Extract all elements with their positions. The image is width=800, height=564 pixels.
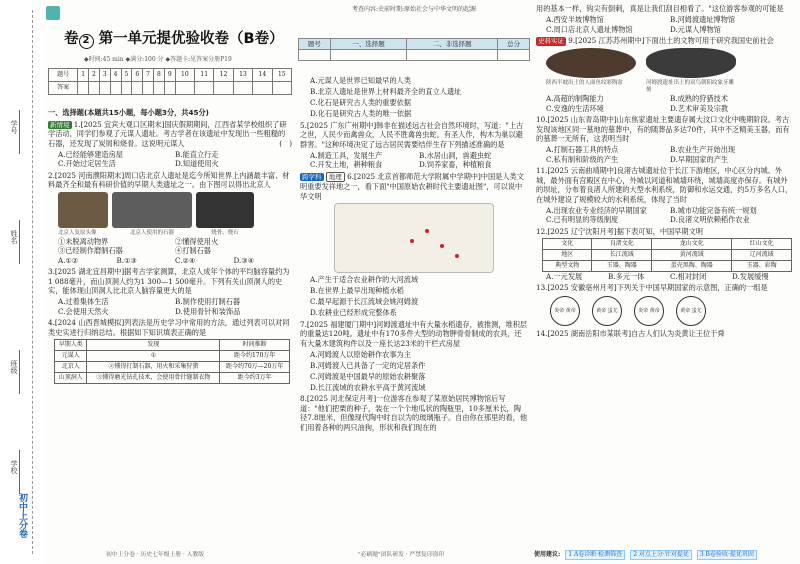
new-context-tag: 新情境 [50, 120, 70, 129]
option[interactable]: A.西安半坡博物馆 [546, 15, 604, 24]
question-5: 5.[2025 广东广州期中]韩非在描述远古社会自然环境时，写道："上古之世，人民少而禽兽众，人民不胜禽兽虫蛇。有圣人作，构木为巢以避群害。"这种环境决定了远古居民需要结伴生存下列描述准确的是 A.制造工具，发展生产 B.水居山洞，兽避虫蛇 C.开发土地，耕种粮食 D.饲养家畜，种植粮食 [300, 121, 528, 170]
question-2: 2.[2025 河南濮阳期末]周口店北京人遗址是迄今所知世界上内涵最丰富、材料最齐全和最有科研价值的早期人类遗址之一。由下图可以得出北京人 北京人复原头像 北京人使用的石器 烧骨、烧石 ①未脱离动物界 ②懂得使用火 ③已经制作磨制石器 ④打制石器 A.①② B.①③ C.②④ D.③④ [48, 171, 292, 266]
topic-header: 考查内容:史前时期:原始社会与中华文明的起源 [351, 6, 477, 13]
question-14: 14.[2025 湖南岳阳市某联考]自古人们认为炎黄让王位于舜 [536, 328, 725, 338]
option[interactable]: A.河姆渡人以原始耕作农事为主 [310, 349, 411, 359]
diagram-option-c[interactable]: 炎帝 黄帝 [634, 296, 664, 326]
diagram-option-a[interactable]: 炎帝 黄帝 [550, 296, 580, 326]
option[interactable]: A.元谋人是世界已知最早的人类 [310, 76, 411, 85]
option[interactable]: B.农业生产开始出现 [670, 145, 736, 155]
column-left [46, 0, 294, 564]
question-10: 10.[2025 山东青岛期中]山东焦家遗址主要遗存属大汶口文化中晚期阶段。考古发现该地区同一墓地的墓葬中，有的随葬品多达70件，其中不乏精美玉器，而有的墓葬一无所有，这表明当时 A.打制石器工具的特点 B.农业生产开始出现 C.私有制和阶级的产生 D.早期国家的产生 [536, 115, 794, 164]
section-heading: 一、选择题(本题共15小题，每小题3分，共45分) [48, 108, 209, 117]
option[interactable]: D.早期国家的产生 [670, 154, 729, 164]
option[interactable]: B.①③ [116, 255, 137, 265]
question-7: 7.[2025 福建厦门期中]河姆渡遗址中有大量水稻遗存，被推测，堆积层的重量达120吨。遗址中有170多件大型的动物胛骨骨制成的农具，还有大量木建筑构件以及一座长达23米的干栏式房屋 A.河姆渡人以原始耕作农事为主 B.河姆渡人已具备了一定的定居条件 C.河姆渡是中国最早的原始农耕聚落 D.长江流域的农耕水平高于黄河流域 [300, 319, 528, 392]
option[interactable]: D.③④ [233, 255, 255, 265]
option[interactable]: D.发展缓慢 [732, 271, 769, 281]
option[interactable]: B.成熟的狩猎技术 [670, 94, 728, 104]
peking-man-head-image [58, 192, 108, 228]
usage-advice: 使用建议: 1 A卷诊断·检测筛查 2 对点上分·针对提优 3 B卷验收·提优巩固 [534, 550, 796, 560]
question-13: 13.[2025 安徽亳州月考]下列关于中国早期国家的示意图，正确的一组是 炎帝 黄帝 黄帝 蚩尤 炎帝 黄帝 黄帝 蚩尤 [536, 283, 794, 326]
option[interactable]: C.开始过定居生活 [58, 159, 116, 169]
questions-right [536, 4, 794, 340]
option[interactable]: B.多元一体 [608, 271, 645, 281]
corner-tag [46, 6, 60, 20]
culture-table: 文化 良渚文化 龙山文化 红山文化 地区 长江流域 黄河流域 辽河流域 典型文物 玉器、陶器 蛋壳黑陶、陶器 玉器、彩陶 [542, 238, 792, 272]
question-11: 11.[2025 云南曲靖期中]良渚古城遗址位于长江下游地区，中心区分内城、外城，最外面有宫殿区在中心，外城以河道和城墙环绕，城墙高度亦保存。有城外的坝址，分布着良渚人所建的大型水利系统，防御和水运交通，约5万多名人口，在城外建设了规模较大的水利系统，体现了当时 A.出现农业专业经济的早期国家 B.城市功能完备有统一规划 C.已有明显的等级制度 D.良渚文明依赖稻作农业 [536, 166, 793, 225]
answer-table: 题号 1 2 3 4 5 6 7 8 9 10 11 12 13 14 15 答案 [48, 68, 292, 95]
statement: ④打制石器 [175, 246, 211, 256]
cross-subject-tag: 跨学科 [302, 172, 322, 181]
option[interactable]: B.能直立行走 [175, 149, 219, 159]
option[interactable]: D.饲养家畜，种植粮食 [419, 160, 492, 169]
site-marker [425, 229, 429, 233]
option[interactable]: C.会使用天然火 [58, 306, 109, 316]
option[interactable]: C.安逸的生活环境 [546, 103, 604, 113]
option[interactable]: B.制作使用打制石器 [175, 297, 241, 307]
evidence-tag: 史料实证 [538, 37, 564, 45]
question-1: 新情境 1.[2025 宜宾大观口区期末]国庆假期期间，江西省某学校组织了研学活动，同学们参观了元谋人遗址。考古学者在该遗址中发现出一些粗糙的石器，还发现了炭屑和烧骨。这说明元谋人 ( ) A.已经能够建造房屋 B.能直立行走 C.开始过定居生活 D.知道使用火 [48, 119, 292, 169]
option[interactable]: B.北京人遗址是世界上材料最齐全的直立人遗址 [310, 87, 462, 96]
stone-tools-image [112, 192, 192, 228]
label-class: 班级 [10, 360, 18, 374]
china-map-image [334, 203, 494, 273]
site-marker [410, 239, 414, 243]
question-3: 3.[2025 湖北宜昌期中]据考古学家测算，北京人成年个体的平均脑容量约为1 088毫升，而山顶洞人约为1 300—1 500毫升。下列有关山顶洞人的史实，能体现山顶洞人比北京人脑容量更大的是 A.过着集体生活 B.制作使用打制石器 C.会使用天然火 D.使用骨针和装饰品 [48, 267, 292, 316]
question-8-continued: 用的基本一样，钩尖有倒刺，真是让我们刮目相看了。"这位游客参观的可能是 [536, 4, 784, 13]
site-marker [440, 244, 444, 248]
option[interactable]: C.私有制和阶级的产生 [546, 154, 619, 164]
option[interactable]: C.最早起源于长江流域会姚河姆渡 [310, 297, 419, 307]
option[interactable]: B.水居山洞，兽避虫蛇 [419, 150, 492, 160]
option[interactable]: C.②④ [175, 255, 196, 265]
option[interactable]: D.使用骨针和装饰品 [175, 306, 241, 316]
binding-margin [0, 0, 44, 564]
blank-line [19, 110, 20, 154]
option[interactable]: A.制造工具，发展生产 [310, 150, 383, 160]
early-humans-table: 早期人类 发现 时间推断 元谋人 ① 距今约170万年 北京人 ②懂得打制石器，用火和采集狩猎 距今约70万—20万年 山顶洞人 ③懂得磨光钻孔技术，会使用骨针缝制衣物 距今约3万年 [54, 339, 290, 384]
question-6: 跨学科 地理 6.[2025 北京首都师范大学附属中学期中]中国是人类文明重要发祥地之一，看下面"中国原始农耕时代主要遗址图"，可以说中华文明 A.产生于适合农业耕作的大河流域 B.在世界上最早出现种植水稻 C.最早起源于长江流域会姚河姆渡 D.农耕业已经形成完整体系 [300, 172, 528, 318]
option[interactable]: B.河姆渡遗址博物馆 [670, 15, 736, 24]
option[interactable]: D.知道使用火 [175, 159, 219, 169]
option[interactable]: A.打制石器工具的特点 [546, 145, 619, 155]
exam-info: ◆时间:45 min ◆满分:100 分 ◆答题卡:见答案分册P19 [84, 56, 232, 63]
label-school: 学校 [10, 460, 18, 474]
statement: ②懂得使用火 [175, 236, 219, 246]
option[interactable]: A.①② [58, 255, 79, 265]
questions-left [48, 108, 292, 384]
label-student-id: 学号 [10, 120, 18, 134]
statement: ③已经制作磨制石器 [58, 246, 123, 256]
option[interactable]: D.化石是研究古人类的唯一依据 [310, 109, 412, 118]
question-4-options [300, 76, 528, 119]
section-score-table: 题号 一、选择题 二、非选择题 总分 [298, 38, 530, 61]
blank-line [19, 450, 20, 494]
option[interactable]: A.产生于适合农业耕作的大河流域 [310, 275, 419, 285]
option[interactable]: B.在世界上最早出现种植水稻 [310, 286, 404, 296]
site-marker [455, 254, 459, 258]
option[interactable]: D.良渚文明依赖稻作农业 [670, 215, 750, 225]
footer-middle: "必刷题"团队研发 · 严禁复印盗印 [358, 552, 445, 559]
option[interactable]: D.农耕业已经形成完整体系 [310, 308, 397, 318]
blank-line [19, 220, 20, 264]
question-8: 8.[2025 河北保定月考]一位游客在参观了某原始居民博物馆后写道："他们把栗的种子，装在一个个地瓜状的陶瓶里，10多厘米长，陶径7.8厘米，但像现代陶中时自以为的玻璃瓶子。自由你在那里的看，他们用着各种的两只油狗，形状和我们现在的 [300, 394, 528, 432]
diagram-option-b[interactable]: 黄帝 蚩尤 [592, 296, 622, 326]
title-number: 2 [79, 34, 94, 49]
painted-pottery-basin-image [546, 48, 636, 78]
column-middle [298, 0, 530, 564]
question-4: 4.[2024 山西晋城模拟]列表法是历史学习中常用的方法，通过列表可以对同类史实进行归纳总结。根据如下知识填表正确的是 早期人类 发现 时间推断 元谋人 ① 距今约170万年 北京人 ②懂得打制石器，用火和采集狩猎 距今约70万—20万年 山顶洞人 ③懂得磨光钻孔技术，会使用骨针缝制衣物 距今约3万年 [48, 318, 292, 384]
question-9: 史料实证 9.[2025 江苏苏州期中]下面出土的文物可用于研究我国史前社会 陕西半坡出土的人面鱼纹彩陶盆 河姆渡遗址出土的双鸟朝阳纹象牙雕刻 A.高超的制陶能力 B.成熟的狩猎技术 C.安逸的生活环境 D.艺术审美及宗教 [536, 36, 794, 113]
option[interactable]: C.周口店北京人遗址博物馆 [546, 24, 633, 34]
column-right [534, 0, 796, 564]
geography-tag: 地理 [326, 172, 345, 183]
option[interactable]: D.艺术审美及宗教 [670, 103, 729, 113]
statement: ①未脱离动物界 [58, 236, 109, 246]
option[interactable]: A.一元发展 [546, 271, 583, 281]
option[interactable]: C.开发土地，耕种粮食 [310, 160, 383, 169]
page-title: 卷 2 第一单元提优验收卷（B卷） [64, 31, 284, 47]
option[interactable]: A.出现农业专业经济的早期国家 [546, 205, 647, 215]
question-12: 12.[2025 辽宁沈阳月考]据下表可知，中国早期文明 文化 良渚文化 龙山文化 红山文化 地区 长江流域 黄河流域 辽河流域 典型文物 玉器、陶器 蛋壳黑陶、陶器 玉器、彩陶 A.一元发展 B.多元一体 C.相对封闭 D.发展缓慢 [536, 227, 794, 282]
footer-left: 初中上分卷 · 历史七年级上册 · 人教版 [106, 552, 205, 559]
option[interactable]: B.河姆渡人已具备了一定的定居条件 [310, 360, 426, 370]
label-name: 姓名 [10, 230, 18, 244]
option[interactable]: A.高超的制陶能力 [546, 94, 604, 104]
ivory-carving-image [646, 48, 736, 78]
option[interactable]: A.过着集体生活 [58, 297, 109, 307]
option[interactable]: D.元谋人博物馆 [670, 24, 721, 34]
burnt-bones-image [196, 192, 254, 228]
option[interactable]: C.已有明显的等级制度 [546, 215, 619, 225]
blank-line [19, 350, 20, 394]
option[interactable]: D.长江流域的农耕水平高于黄河流域 [310, 382, 426, 392]
cut-line [32, 10, 33, 554]
option[interactable]: A.已经能够建造房屋 [58, 149, 123, 159]
questions-middle [300, 76, 528, 434]
option[interactable]: B.城市功能完备有统一规划 [670, 205, 757, 215]
diagram-option-d[interactable]: 黄帝 蚩尤 [676, 296, 706, 326]
option[interactable]: C.化石是研究古人类的重要依据 [310, 98, 411, 107]
brand-logo: 初中上分卷 [17, 493, 27, 538]
option[interactable]: C.相对封闭 [670, 271, 707, 281]
option[interactable]: C.河姆渡是中国最早的原始农耕聚落 [310, 371, 426, 381]
